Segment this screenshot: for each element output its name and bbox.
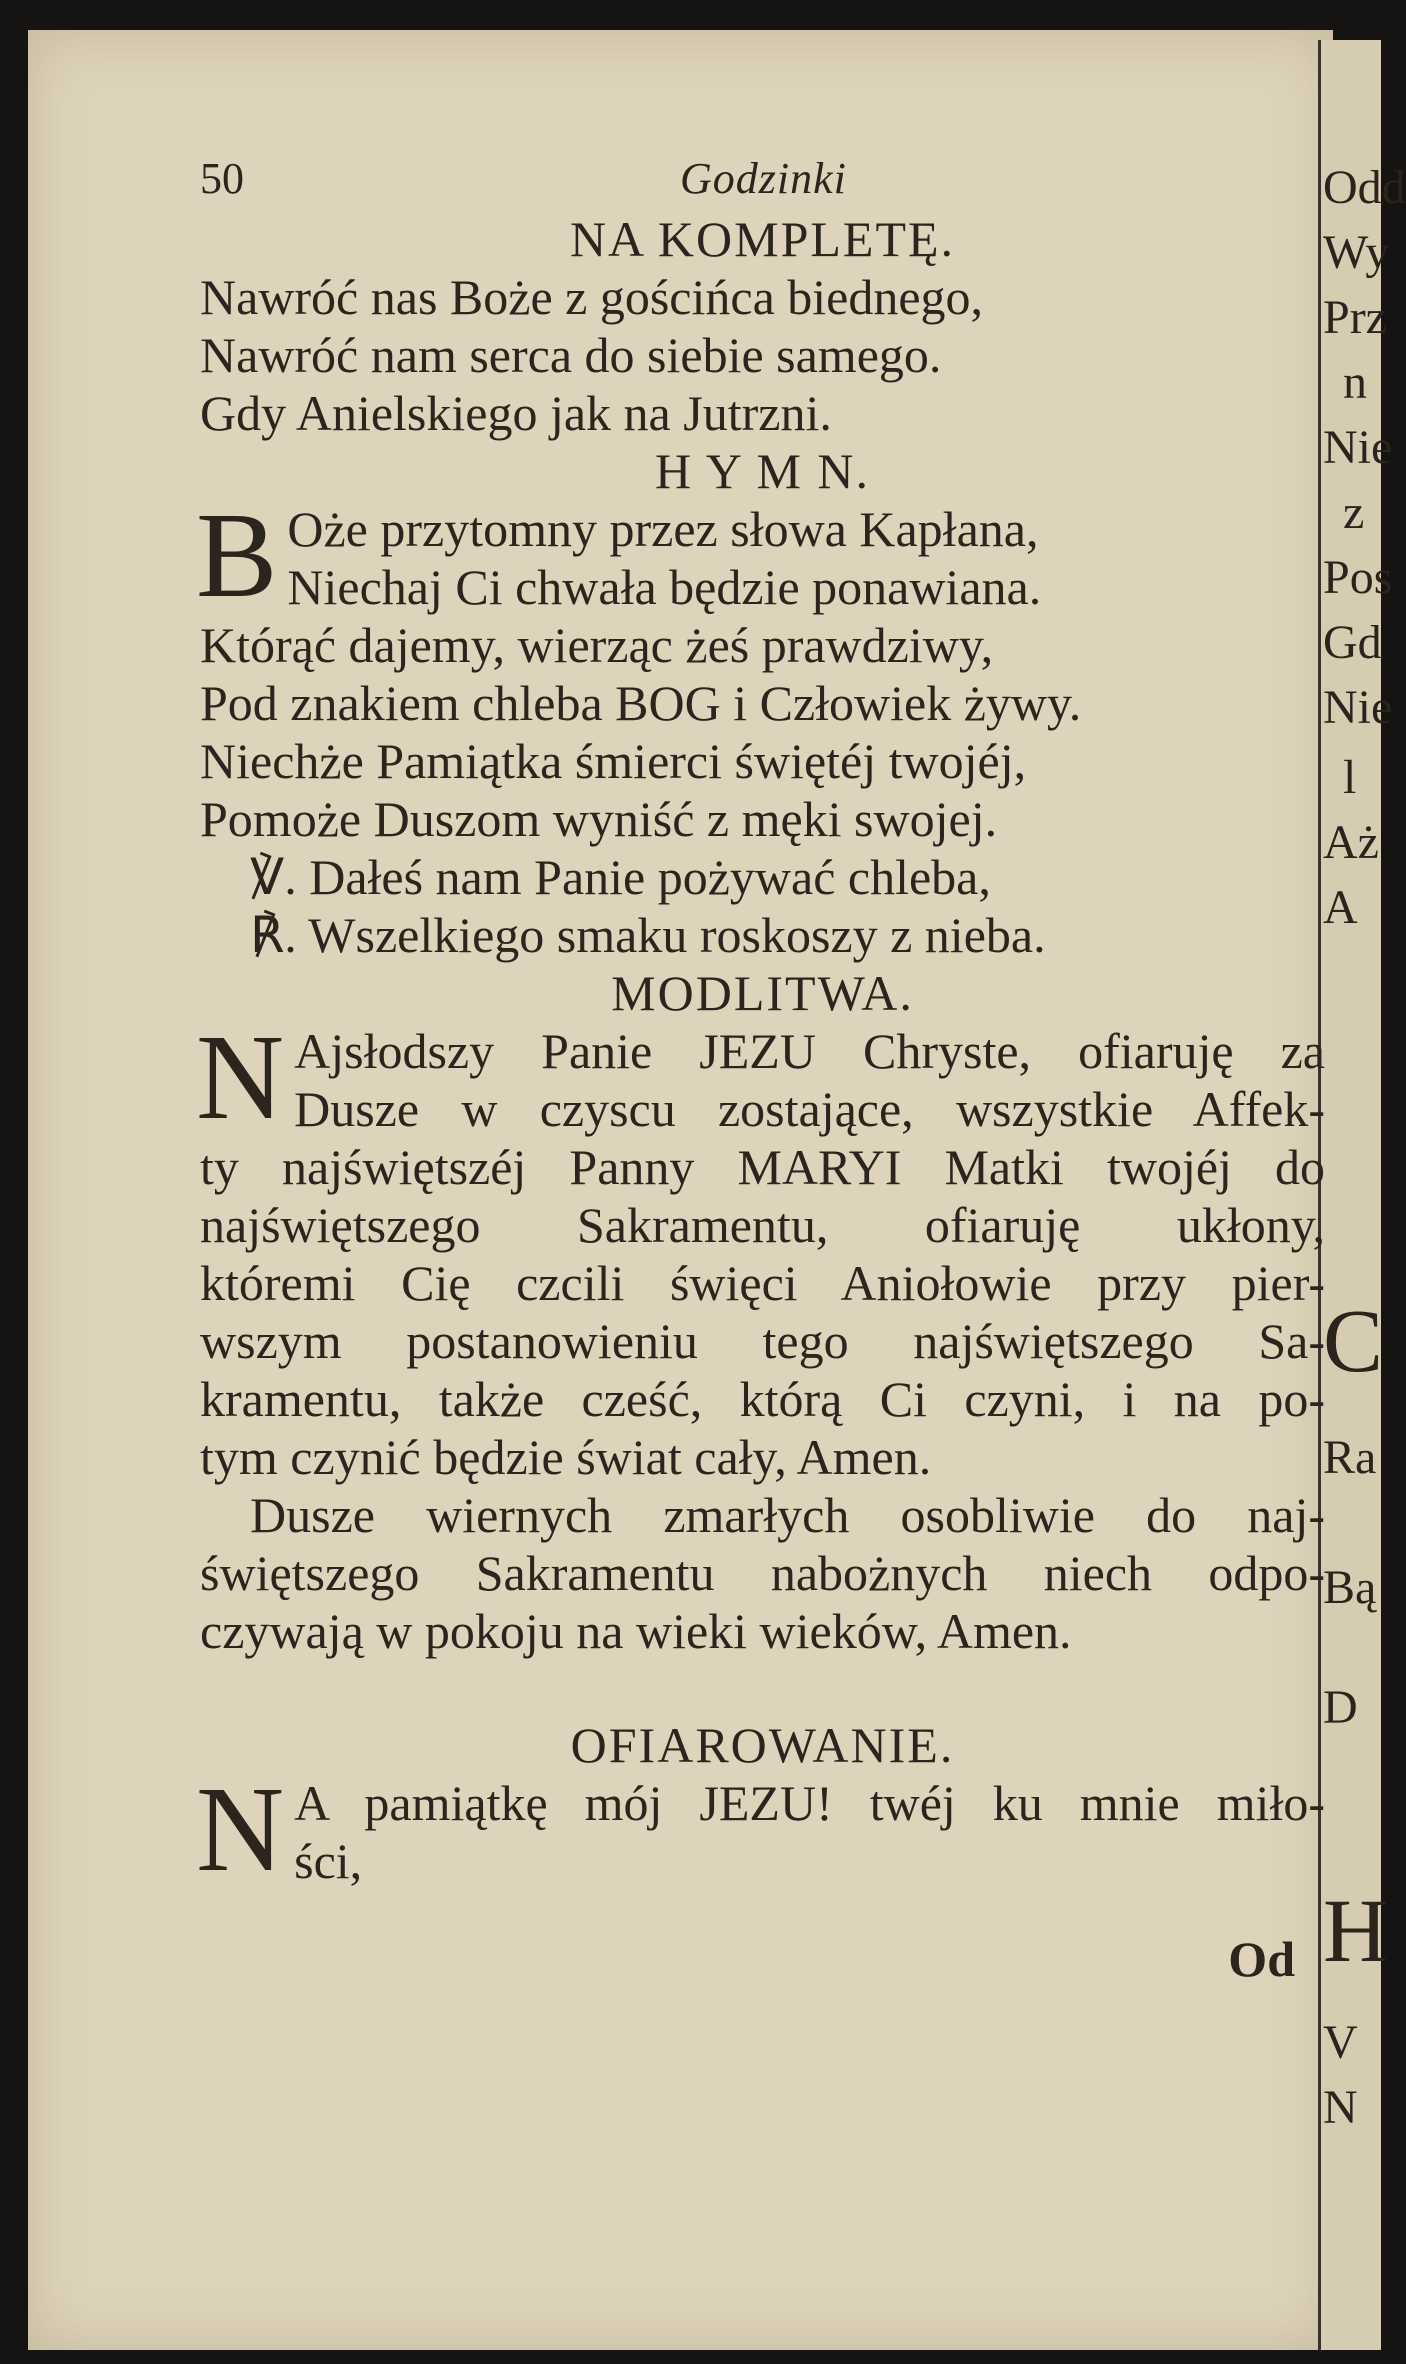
page-number: 50 (200, 154, 244, 203)
verse-line: Pod znakiem chleba BOG i Człowiek żywy. (200, 675, 1082, 731)
adjacent-fragment: D (1323, 1681, 1358, 1734)
versicle-line: ℣. Dałeś nam Panie pożywać chleba, (250, 849, 991, 905)
drop-cap: B (196, 488, 278, 623)
prose-line: Dusze w czyscu zostające, wszystkie Affek- (294, 1081, 1325, 1137)
adjacent-fragment: Prz (1323, 291, 1387, 344)
verse-line: Którąć dajemy, wierząc żeś prawdziwy, (200, 617, 994, 673)
section-gap (200, 1660, 1325, 1716)
verse-line: Nawróć nas Boże z gościńca biednego, (200, 269, 984, 325)
adjacent-fragment: H (1323, 1882, 1388, 1981)
verse-line: Niechże Pamiątka śmierci świętéj twojéj, (200, 733, 1027, 789)
offering-heading: OFIAROWANIE. (570, 1717, 955, 1773)
adjacent-fragment: C (1323, 1292, 1384, 1391)
adjacent-page-edge (1318, 40, 1406, 2350)
drop-cap: N (196, 1762, 285, 1897)
page-text (196, 150, 1325, 1988)
prose-line: A pamiątkę mój JEZU! twéj ku mnie miło- (294, 1775, 1325, 1831)
offering-body (196, 1762, 1325, 1897)
adjacent-fragment: Nie (1323, 421, 1393, 474)
catchword: Od (1228, 1931, 1295, 1987)
adjacent-fragment: Nie (1323, 681, 1393, 734)
adjacent-fragment: n (1343, 356, 1367, 409)
prose-line: czywają w pokoju na wieki wieków, Amen. (200, 1603, 1072, 1659)
verse-line: Gdy Anielskiego jak na Jutrzni. (200, 385, 832, 441)
adjacent-fragment: Bą (1323, 1561, 1377, 1614)
adjacent-fragment: l (1343, 751, 1357, 804)
drop-cap: N (196, 1010, 285, 1145)
verse-line: Nawróć nam serca do siebie samego. (200, 327, 942, 383)
hymn-heading: H Y M N. (654, 443, 871, 499)
running-title: Godzinki (680, 154, 847, 203)
prose-line: tym czynić będzie świat cały, Amen. (200, 1429, 932, 1485)
verse-line: Pomoże Duszom wyniść z męki swojej. (200, 791, 998, 847)
prayer-heading: MODLITWA. (611, 965, 914, 1021)
verse-line: Niechaj Ci chwała będzie ponawiana. (287, 559, 1042, 615)
adjacent-fragment: V (1323, 2016, 1358, 2069)
adjacent-fragment: Pos (1323, 551, 1393, 604)
prose-line: najświętszego Sakramentu, ofiaruję ukłony, (200, 1197, 1325, 1253)
verse-line: Oże przytomny przez słowa Kapłana, (287, 501, 1039, 557)
prose-line: wszym postanowieniu tego najświętszego Sa- (200, 1313, 1325, 1369)
adjacent-fragment: Odd (1323, 161, 1406, 214)
page-header (200, 150, 1325, 210)
hymn-body (196, 488, 1325, 623)
adjacent-fragment: N (1323, 2081, 1358, 2134)
section-heading: NA KOMPLETĘ. (569, 211, 956, 267)
adjacent-fragment: Aż (1323, 816, 1379, 869)
adjacent-fragment: Gd (1323, 616, 1382, 669)
prose-line: świętszego Sakramentu nabożnych niech odpo- (200, 1545, 1325, 1601)
prose-line: Dusze wiernych zmarłych osobliwie do naj- (250, 1487, 1325, 1543)
prayer-body (196, 1010, 1325, 1145)
adjacent-fragment: Ra (1323, 1431, 1377, 1484)
prose-line: ści, (294, 1833, 363, 1889)
prose-line: ty najświętszéj Panny MARYI Matki twojéj do (200, 1139, 1325, 1195)
response-line: ℟. Wszelkiego smaku roskoszy z nieba. (250, 907, 1046, 963)
prose-line: Ajsłodszy Panie JEZU Chryste, ofiaruję za (294, 1023, 1325, 1079)
prose-line: któremi Cię czcili święci Aniołowie przy pier- (200, 1255, 1325, 1311)
adjacent-fragment: Wy (1323, 226, 1390, 279)
adjacent-fragment: A (1323, 881, 1358, 934)
adjacent-fragment: z (1343, 486, 1365, 539)
prose-line: kramentu, także cześć, którą Ci czyni, i na po- (200, 1371, 1325, 1427)
